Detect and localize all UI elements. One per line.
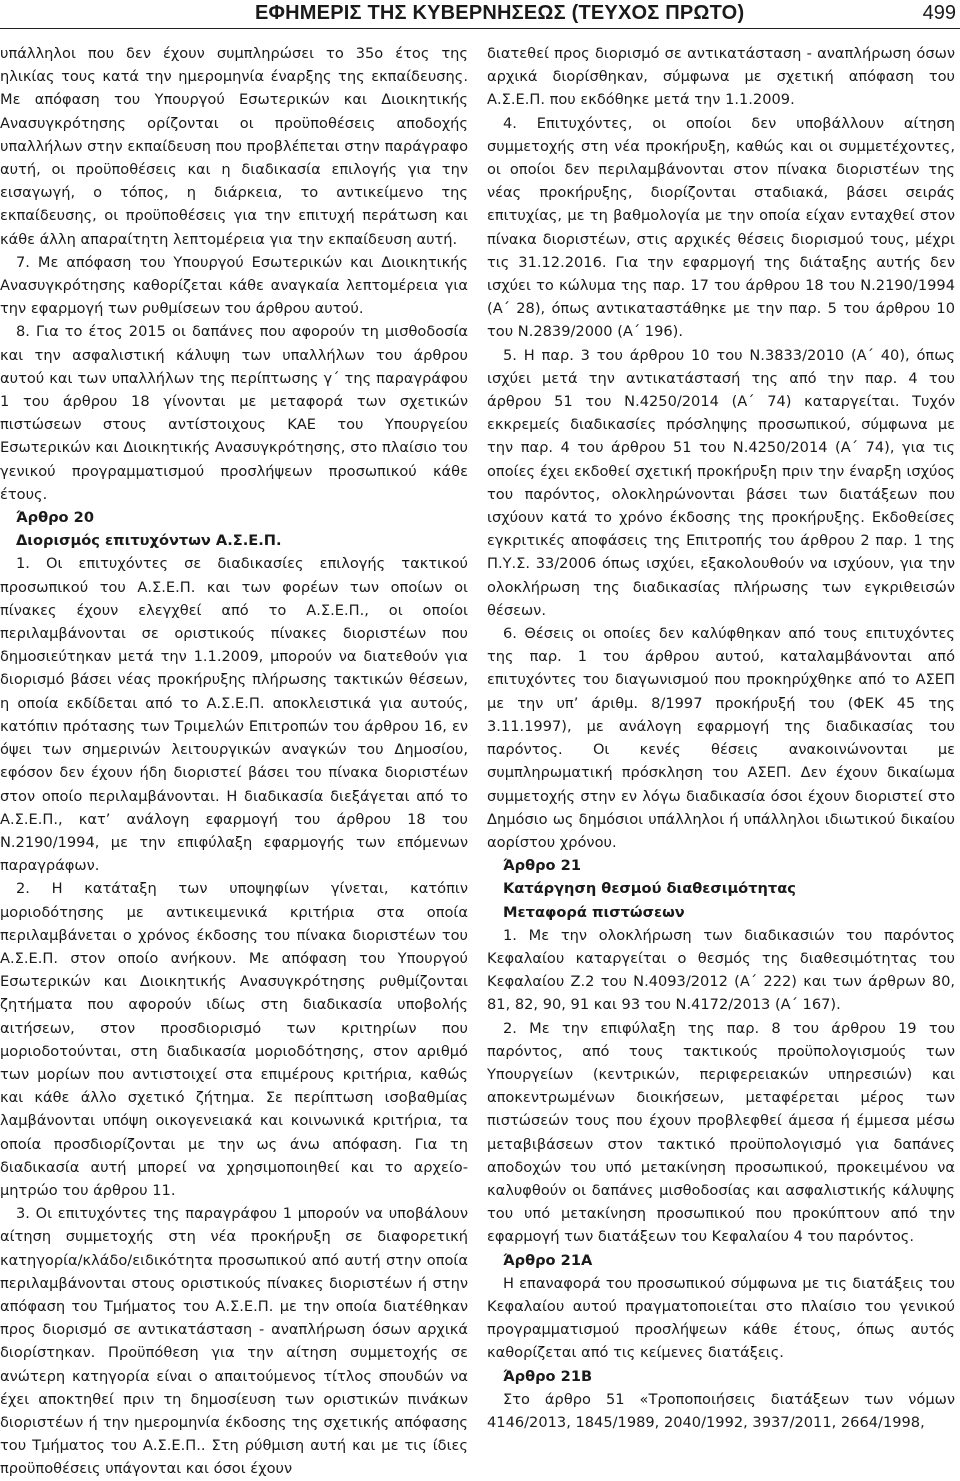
right-column [487, 42, 955, 1431]
paragraph: 6. Θέσεις οι οποίες δεν καλύφθηκαν από τους επιτυχόντες της παρ. 1 του άρθρου αυτού, καταλαμβάνονται από επιτυχόντες του διαγωνισμού που προκηρύχθηκε από το ΑΣΕΠ με την υπ’ άριθμ. 8/1997 προκήρυξή του (ΦΕΚ 45 της 3.11.1997), με ανάλογη εφαρμογή της διαδικασίας του παρόντος. Οι κενές θέσεις ανακοινώνονται με συμπληρωματική πρόσκληση του ΑΣΕΠ. Δεν έχουν δικαίωμα συμμετοχής στην εν λόγω διαδικασία όσοι έχουν διοριστεί στο Δημόσιο ως δημόσιοι υπάλληλοι ή υπάλληλοι ιδιωτικού δικαίου αορίστου χρόνου. [487, 625, 955, 851]
gazette-title: ΕΦΗΜΕΡΙΣ ΤΗΣ ΚΥΒΕΡΝΗΣΕΩΣ (ΤΕΥΧΟΣ ΠΡΩΤΟ) [255, 2, 745, 24]
article-20-number: Άρθρο 20 [16, 509, 94, 527]
page-number: 499 [922, 2, 956, 24]
paragraph: 1. Οι επιτυχόντες σε διαδικασίες επιλογής τακτικού προσωπικού του Α.Σ.Ε.Π. και των φορέων των οποίων οι πίνακες έχουν ελεγχθεί από το Α.Σ.Ε.Π., οι οποίοι περιλαμβάνονται σε οριστικούς πίνακες διοριστέων που δημοσιεύτηκαν μετά την 1.1.2009, μπορούν να διατεθούν για διορισμό βάσει νέας προκήρυξης πλήρωσης τακτικών θέσεων, η οποία εκδίδεται από το Α.Σ.Ε.Π. αποκλειστικά για αυτούς, κατόπιν πρότασης των Τριμελών Επιτροπών του άρθρου 16, εν όψει των σημερινών λειτουργικών αναγκών του Δημοσίου, εφόσον δεν έχουν ήδη διοριστεί βάσει του πίνακα διοριστέων στον οποίο περιλαμβάνονται. Η διαδικασία διεξάγεται από το Α.Σ.Ε.Π., κατ’ ανάλογη εφαρμογή του άρθρου 18 του Ν.2190/1994, με την επιφύλαξη εφαρμογής των επόμενων παραγράφων. [0, 555, 468, 875]
paragraph: 4. Επιτυχόντες, οι οποίοι δεν υποβάλλουν αίτηση συμμετοχής στη νέα προκήρυξη, καθώς και οι συμμετέχοντες, οι οποίοι δεν περιλαμβάνονται στον πίνακα διοριστέων της νέας προκήρυξης, διορίζονται σταδιακά, βάσει σειράς επιτυχίας, με τη βαθμολογία με την οποία είχαν ενταχθεί στον πίνακα διοριστέων, στις αρχικές θέσεις διορισμού τους, μέχρι τις 31.12.2016. Για την εφαρμογή της διάταξης αυτής δεν ισχύει το κώλυμα της παρ. 17 του άρθρου 18 του Ν.2190/1994 (Α΄ 28), όπως αντικαταστάθηκε με την παρ. 5 του άρθρου 10 του Ν.2839/2000 (Α΄ 196). [487, 114, 955, 341]
paragraph: διατεθεί προς διορισμό σε αντικατάσταση - αναπλήρωση όσων αρχικά διορίσθηκαν, σύμφωνα με σχετική απόφαση του Α.Σ.Ε.Π. που εκδόθηκε μετά την 1.1.2009. [487, 45, 955, 109]
article-21-number: Άρθρο 21 [503, 857, 581, 875]
page-header [0, 0, 960, 29]
article-21-title-line2: Μεταφορά πιστώσεων [503, 903, 685, 921]
paragraph: 7. Με απόφαση του Υπουργού Εσωτερικών και Διοικητικής Ανασυγκρότησης καθορίζεται κάθε αναγκαία λεπτομέρεια για την εφαρμογή των ρυθμίσεων του άρθρου αυτού. [0, 253, 468, 318]
paragraph: 2. Η κατάταξη των υποψηφίων γίνεται, κατόπιν μοριοδότησης με αντικειμενικά κριτήρια στα οποία περιλαμβάνεται ο χρόνος έκδοσης του πίνακα διοριστέων του Α.Σ.Ε.Π. στον οποίο ανήκουν. Με απόφαση του Υπουργού Εσωτερικών και Διοικητικής Ανασυγκρότησης ρυθμίζονται ζητήματα που αφορούν ιδίως στη διαδικασία υποβολής αιτήσεων, στον προσδιορισμό των κριτηρίων που μοριοδοτούνται, στη διαδικασία μοριοδότησης, στον αριθμό των μορίων που αντιστοιχεί στα επιμέρους κριτήρια, καθώς και κάθε άλλο σχετικό ζήτημα. Σε περίπτωση ισοβαθμίας λαμβάνονται υπόψη οικογενειακά και κοινωνικά κριτήρια, τα οποία προσδιορίζονται με την ως άνω απόφαση. Για τη διαδικασία αυτή μπορεί να χρησιμοποιηθεί και το αρχείο-μητρώο του άρθρου 11. [0, 880, 468, 1199]
paragraph: υπάλληλοι που δεν έχουν συμπληρώσει το 35ο έτος της ηλικίας τους κατά την ημερομηνία έναρξης της εκπαίδευσης. Με απόφαση του Υπουργού Εσωτερικών και Διοικητικής Ανασυγκρότησης ορίζονται οι προϋποθέσεις αποδοχής υπαλλήλων στην εκπαίδευση που προβλέπεται στην παράγραφο αυτή, οι προϋποθέσεις και η διαδικασία επιλογής για την εισαγωγή, ο τόπος, η διάρκεια, το αντικείμενο της εκπαίδευσης, οι προϋποθέσεις για την επιτυχή περάτωση και κάθε άλλη απαραίτητη λεπτομέρεια για την εκπαίδευση αυτή. [0, 45, 468, 248]
paragraph: 2. Με την επιφύλαξη της παρ. 8 του άρθρου 19 του παρόντος, από τους τακτικούς προϋπολογισμούς των Υπουργείων (κεντρικών, περιφερειακών υπηρεσιών) και αποκεντρωμένων διοικήσεων, μεταφέρεται μέρος των πιστώσεών τους που έχουν προβλεφθεί άμεσα ή έμμεσα μέσω μεταβιβάσεων στον τακτικό προϋπολογισμό για δαπάνες αποδοχών του υπό μετακίνηση προσωπικού, προκειμένου να καλυφθούν οι δαπάνες μισθοδοσίας και ασφαλιστικής κάλυψης του υπό μετακίνηση προσωπικού που προκύπτουν από την εφαρμογή των διατάξεων του Κεφαλαίου 4 του παρόντος. [487, 1019, 955, 1246]
paragraph: Στο άρθρο 51 «Τροποποιήσεις διατάξεων των νόμων 4146/2013, 1845/1989, 2040/1992, 3937/2011, 2664/1998, [487, 1390, 955, 1431]
article-20-title: Διορισμός επιτυχόντων Α.Σ.Ε.Π. [16, 532, 282, 550]
paragraph: 3. Οι επιτυχόντες της παραγράφου 1 μπορούν να υποβάλουν αίτηση συμμετοχής στη νέα προκήρυξη σε διαφορετική κατηγορία/κλάδο/ειδικότητα προσωπικού από αυτή στην οποία περιλαμβάνονται στους οριστικούς πίνακες διοριστέων ή στην απόφαση του Τμήματος του Α.Σ.Ε.Π. με την οποία διατέθηκαν προς διορισμό σε αντικατάσταση - αναπλήρωση όσων αρχικά διορίστηκαν. Προϋπόθεση για την αίτηση συμμετοχής σε ανώτερη κατηγορία είναι ο απαιτούμενος τίτλος σπουδών να έχει αποκτηθεί πριν τη δημοσίευση των οριστικών πινάκων διοριστέων ή την ημερομηνία έκδοσης της σχετικής απόφασης του Τμήματος του Α.Σ.Ε.Π.. Στη ρύθμιση αυτή και με τις ίδιες προϋποθέσεις υπάγονται και όσοι έχουν [0, 1205, 468, 1478]
article-21b-number: Άρθρο 21Β [503, 1367, 593, 1385]
left-column [0, 42, 468, 1478]
paragraph: 1. Με την ολοκλήρωση των διαδικασιών του παρόντος Κεφαλαίου καταργείται ο θεσμός της διαθεσιμότητας του Κεφαλαίου Ζ.2 του Ν.4093/2012 (Α΄ 222) και των άρθρων 80, 81, 82, 90, 91 και 93 του Ν.4172/2013 (Α΄ 167). [487, 926, 955, 1014]
paragraph: 8. Για το έτος 2015 οι δαπάνες που αφορούν τη μισθοδοσία και την ασφαλιστική κάλυψη των υπαλλήλων του άρθρου αυτού και των υπαλλήλων της περίπτωσης γ΄ της παραγράφου 1 του άρθρου 18 γίνονται με μεταφορά των σχετικών πιστώσεων στους αντίστοιχους ΚΑΕ του Υπουργείου Εσωτερικών και Διοικητικής Ανασυγκρότησης, στο πλαίσιο του γενικού προγραμματισμού προσλήψεων προσωπικού κάθε έτους. [0, 323, 468, 503]
paragraph: 5. Η παρ. 3 του άρθρου 10 του Ν.3833/2010 (Α΄ 40), όπως ισχύει μετά την αντικατάστασή της από την παρ. 4 του άρθρου 51 του Ν.4250/2014 (Α΄ 74) καταργείται. Τυχόν εκκρεμείς διαδικασίες πρόσληψης προσωπικού, σύμφωνα με την παρ. 4 του άρθρου 51 του Ν.4250/2014 (Α΄ 74), για τις οποίες έχει εκδοθεί σχετική προκήρυξη πριν την έναρξη ισχύος του παρόντος, ολοκληρώνονται βάσει των διατάξεων που ισχύουν κατά το χρόνο έκδοσης της προκήρυξης. Εκδοθείσες εγκριτικές αποφάσεις της Επιτροπής του άρθρου 2 παρ. 1 της Π.Υ.Σ. 33/2006 όπως ισχύει, εξακολουθούν να ισχύουν, για την ολοκλήρωση της διαδικασίας πλήρωσης των εγκριθεισών θέσεων. [487, 346, 955, 619]
paragraph: Η επαναφορά του προσωπικού σύμφωνα με τις διατάξεις του Κεφαλαίου αυτού πραγματοποιείται στο πλαίσιο του γενικού προγραμματισμού προσλήψεων κάθε έτους, όπως αυτός καθορίζεται από τις κείμενες διατάξεις. [487, 1274, 955, 1362]
article-21a-number: Άρθρο 21Α [503, 1251, 593, 1269]
article-21-title-line1: Κατάργηση θεσμού διαθεσιμότητας [503, 880, 796, 898]
